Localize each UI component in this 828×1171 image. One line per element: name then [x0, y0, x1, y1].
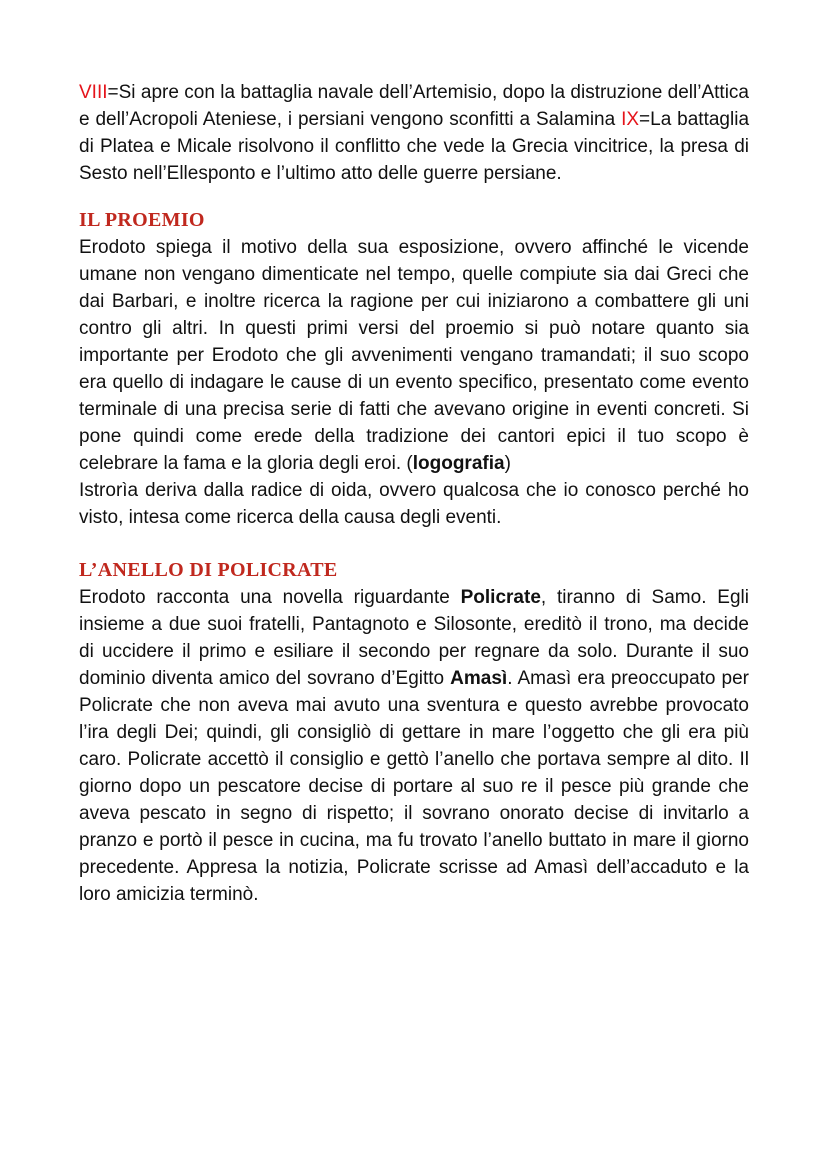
amasi-name: Amasì — [450, 668, 508, 689]
anello-paragraph — [79, 584, 749, 908]
book-summary: =Si apre con la battaglia navale dell’Artemisio, dopo la distruzione dell’Attica e dell’Acropoli Ateniese, i persiani vengono sconfitti a Salamina — [79, 82, 749, 130]
section-heading-anello: L’ANELLO DI POLICRATE — [79, 559, 338, 581]
proemio-text-end: ) — [504, 453, 511, 474]
anello-text: . Amasì era preoccupato per Policrate che non aveva mai avuto una sventura e questo avrebbe provocato l’ira degli Dei; quindi, gli consigliò di gettare in mare l’oggetto che gli era più caro. Policrate accettò il consiglio e gettò l’anello che portava sempre al dito. Il giorno dopo un pescatore decise di portare al suo re il pesce più grande che aveva pescato in segno di rispetto; il sovrano onorato decise di invitarlo a pranzo e portò il pesce in cucina, ma fu trovato l’anello buttato in mare il giorno precedente. Appresa la notizia, Policrate scrisse ad Amasì dell’accaduto e la loro amicizia terminò. — [79, 668, 750, 905]
book-numeral: VIII — [79, 82, 108, 103]
proemio-paragraph — [79, 234, 749, 477]
proemio-text: Erodoto spiega il motivo della sua esposizione, ovvero affinché le vicende umane non vengano dimenticate nel tempo, quelle compiute sia dai Greci che dai Barbari, e inoltre ricerca la ragione per cui iniziarono a combattere gli uni contro gli altri. In questi primi versi del proemio si può notare quanto sia importante per Erodoto che gli avvenimenti vengano tramandati; il suo scopo era quello di indagare le cause di un evento specifico, presentato come evento terminale di una precisa serie di fatti che avevano origine in eventi concreti. Si pone quindi come erede della tradizione dei cantori epici il tuo scopo è celebrare la fama e la gloria degli eroi. ( — [79, 237, 749, 474]
books-paragraph — [79, 79, 749, 187]
istoria-paragraph: Istrorìa deriva dalla radice di oida, ovvero qualcosa che io conosco perché ho visto, intesa come ricerca della causa degli eventi. — [79, 480, 749, 528]
anello-text: , tiranno di Samo. Egli insieme a due suoi fratelli, Pantagnoto e Silosonte, ereditò il trono, ma decide di uccidere il primo e esiliare il secondo per regnare da solo. Durante il suo dominio diventa amico del sovrano d’Egitto — [79, 587, 749, 689]
logografia-term: logografia — [412, 453, 505, 474]
book-numeral: IX — [621, 109, 640, 130]
section-heading-proemio: IL PROEMIO — [79, 209, 205, 231]
book-summary: =La battaglia di Platea e Micale risolvono il conflitto che vede la Grecia vincitrice, la presa di Sesto nell’Ellesponto e l’ultimo atto delle guerre persiane. — [79, 109, 750, 184]
document-page — [79, 79, 749, 908]
policrate-name: Policrate — [460, 587, 541, 608]
anello-text: Erodoto racconta una novella riguardante — [79, 587, 461, 608]
